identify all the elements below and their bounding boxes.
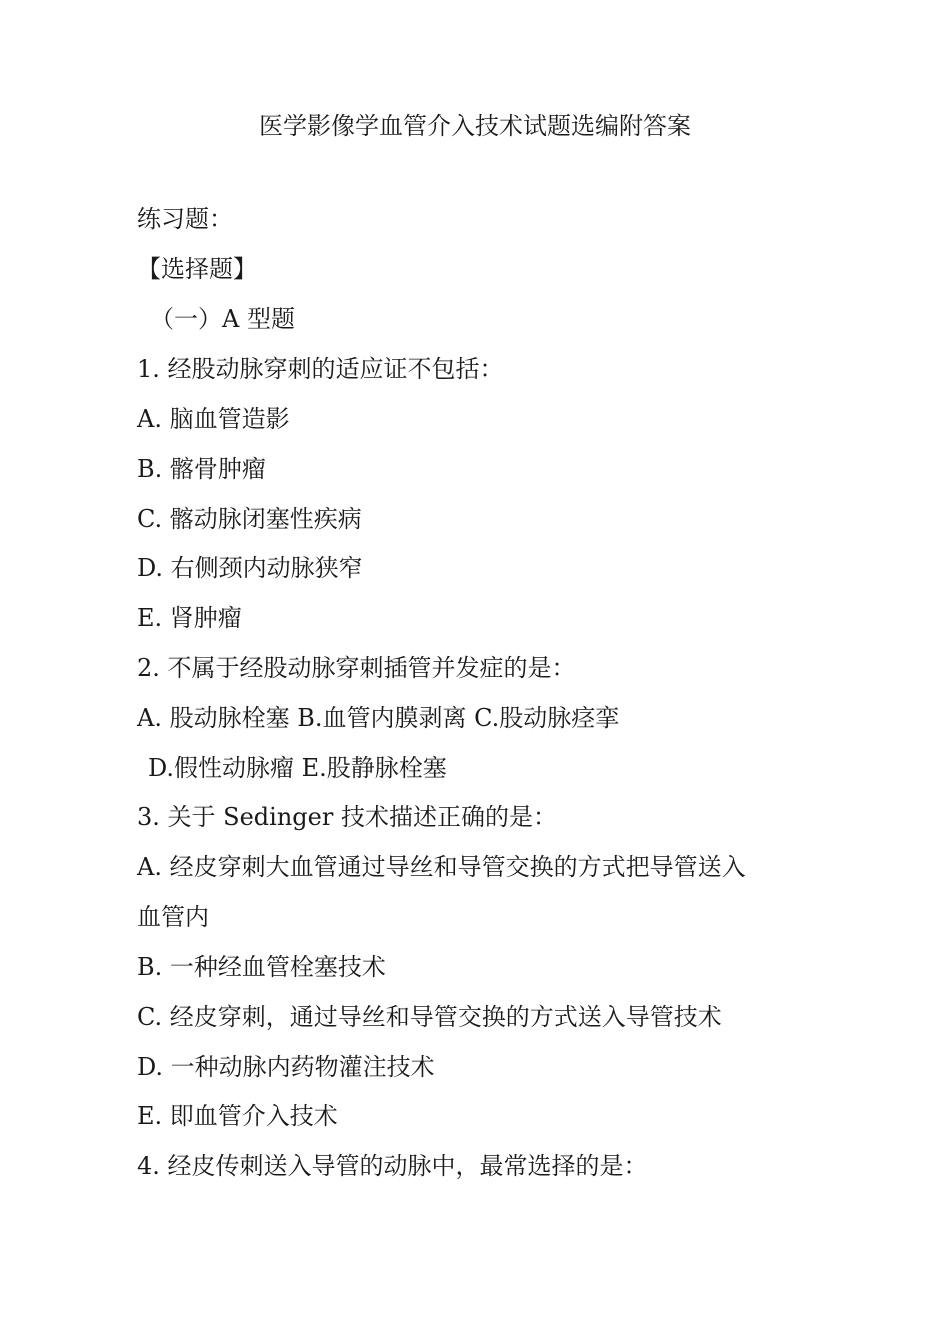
question-2-options-line-1: A. 股动脉栓塞 B.血管内膜剥离 C.股动脉痉挛 [137, 704, 620, 732]
question-2-options-line-2: D.假性动脉瘤 E.股静脉栓塞 [148, 754, 447, 782]
question-3-option-a: A. 经皮穿刺大血管通过导丝和导管交换的方式把导管送入 [137, 853, 746, 881]
question-1-option-d: D. 右侧颈内动脉狭窄 [137, 554, 363, 582]
question-3-option-d: D. 一种动脉内药物灌注技术 [137, 1053, 435, 1081]
question-3-option-a-continued: 血管内 [137, 903, 209, 931]
question-4-stem: 4. 经皮传刺送入导管的动脉中，最常选择的是： [137, 1152, 648, 1180]
question-3-option-e: E. 即血管介入技术 [137, 1102, 338, 1130]
question-1-option-a: A. 脑血管造影 [137, 405, 290, 433]
question-1-option-b: B. 髂骨肿瘤 [137, 455, 266, 483]
exercise-heading: 练习题： [137, 205, 233, 233]
question-1-stem: 1. 经股动脉穿刺的适应证不包括： [137, 355, 504, 383]
question-2-stem: 2. 不属于经股动脉穿刺插管并发症的是： [137, 654, 576, 682]
question-3-stem: 3. 关于 Sedinger 技术描述正确的是： [137, 803, 557, 831]
question-1-option-c: C. 髂动脉闭塞性疾病 [137, 505, 362, 533]
question-1-option-e: E. 肾肿瘤 [137, 604, 242, 632]
question-3-option-b: B. 一种经血管栓塞技术 [137, 953, 386, 981]
subsection-heading: （一）A 型题 [150, 305, 295, 333]
document-title: 医学影像学血管介入技术试题选编附答案 [259, 112, 691, 140]
question-3-option-c: C. 经皮穿刺，通过导丝和导管交换的方式送入导管技术 [137, 1003, 722, 1031]
section-heading: 【选择题】 [137, 255, 257, 283]
